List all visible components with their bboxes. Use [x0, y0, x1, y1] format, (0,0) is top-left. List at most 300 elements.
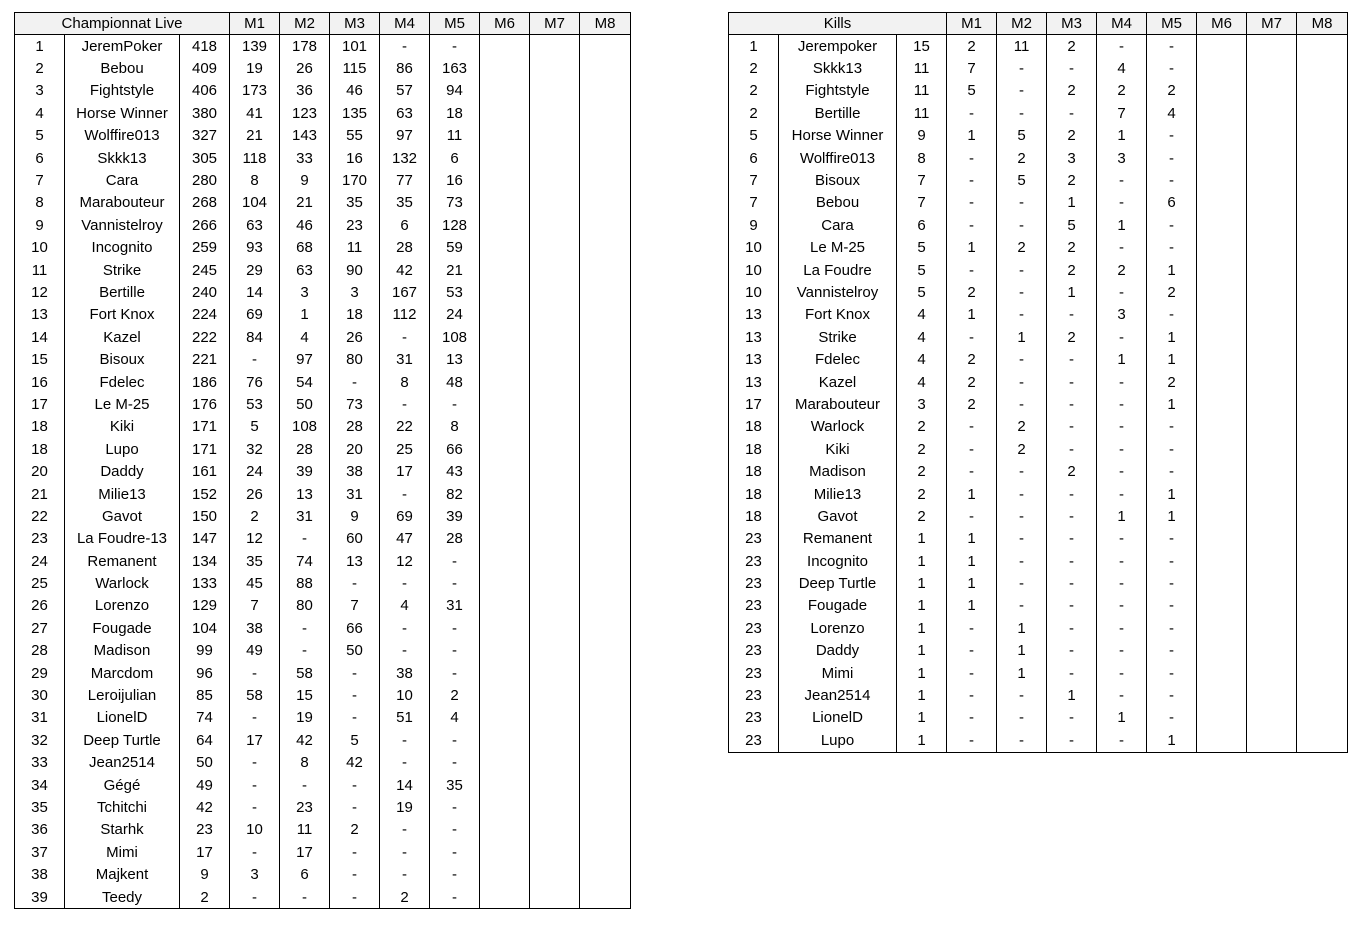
m2-cell: - [997, 259, 1047, 281]
m4-cell: 22 [380, 416, 430, 438]
m8-cell [580, 819, 631, 841]
match-header: M1 [230, 13, 280, 35]
total-cell: 1 [897, 729, 947, 752]
m5-cell: 18 [430, 102, 480, 124]
m3-cell: 170 [330, 169, 380, 191]
m8-cell [580, 371, 631, 393]
m5-cell: 4 [1147, 102, 1197, 124]
m8-cell [580, 752, 631, 774]
m6-cell [1197, 125, 1247, 147]
total-cell: 129 [180, 595, 230, 617]
m7-cell [1247, 393, 1297, 415]
table-row [15, 35, 631, 58]
m5-cell: 53 [430, 281, 480, 303]
m8-cell [580, 640, 631, 662]
m8-cell [580, 863, 631, 885]
m7-cell [1247, 371, 1297, 393]
m8-cell [580, 774, 631, 796]
player-name-cell: Fort Knox [65, 304, 180, 326]
m4-cell: 12 [380, 550, 430, 572]
m1-cell: 5 [947, 80, 997, 102]
m3-cell: - [1047, 729, 1097, 752]
player-name-cell: Fdelec [65, 371, 180, 393]
m7-cell [1247, 125, 1297, 147]
m2-cell: 39 [280, 460, 330, 482]
m4-cell: 167 [380, 281, 430, 303]
total-cell: 11 [897, 102, 947, 124]
m5-cell: - [430, 550, 480, 572]
m5-cell: 1 [1147, 348, 1197, 370]
m5-cell: - [430, 393, 480, 415]
m5-cell: - [430, 863, 480, 885]
table-row [729, 483, 1348, 505]
m8-cell [580, 80, 631, 102]
kills-title: Kills [729, 13, 947, 35]
m3-cell: 23 [330, 214, 380, 236]
m6-cell [480, 259, 530, 281]
m4-cell: 4 [380, 595, 430, 617]
m7-cell [1247, 595, 1297, 617]
total-cell: 74 [180, 707, 230, 729]
m6-cell [480, 684, 530, 706]
m5-cell: - [1147, 460, 1197, 482]
m7-cell [530, 505, 580, 527]
m8-cell [1297, 640, 1348, 662]
m4-cell: 14 [380, 774, 430, 796]
player-name-cell: La Foudre-13 [65, 528, 180, 550]
m1-cell: - [947, 326, 997, 348]
m7-cell [1247, 483, 1297, 505]
m3-cell: 2 [1047, 35, 1097, 58]
rank-cell: 18 [729, 483, 779, 505]
m8-cell [1297, 438, 1348, 460]
rank-cell: 20 [15, 460, 65, 482]
m4-cell: 35 [380, 192, 430, 214]
player-name-cell: Incognito [779, 550, 897, 572]
m1-cell: 53 [230, 393, 280, 415]
player-name-cell: Marabouteur [65, 192, 180, 214]
m4-cell: 1 [1097, 505, 1147, 527]
m3-cell: 11 [330, 237, 380, 259]
table-row [729, 460, 1348, 482]
rank-cell: 13 [729, 304, 779, 326]
total-cell: 305 [180, 147, 230, 169]
m2-cell: - [997, 214, 1047, 236]
m7-cell [1247, 57, 1297, 79]
m3-cell: - [1047, 617, 1097, 639]
m3-cell: - [1047, 595, 1097, 617]
m2-cell: 31 [280, 505, 330, 527]
total-cell: 7 [897, 192, 947, 214]
player-name-cell: Mimi [779, 662, 897, 684]
m2-cell: 123 [280, 102, 330, 124]
m2-cell: - [997, 460, 1047, 482]
m6-cell [480, 796, 530, 818]
m8-cell [580, 684, 631, 706]
m2-cell: 33 [280, 147, 330, 169]
m3-cell: 46 [330, 80, 380, 102]
m1-cell: 58 [230, 684, 280, 706]
m2-cell: 2 [997, 147, 1047, 169]
m8-cell [580, 281, 631, 303]
m7-cell [1247, 281, 1297, 303]
total-cell: 171 [180, 438, 230, 460]
player-name-cell: Le M-25 [779, 237, 897, 259]
total-cell: 49 [180, 774, 230, 796]
m1-cell: 1 [947, 595, 997, 617]
m5-cell: - [1147, 416, 1197, 438]
m2-cell: 54 [280, 371, 330, 393]
rank-cell: 32 [15, 729, 65, 751]
player-name-cell: Warlock [779, 416, 897, 438]
table-row [15, 572, 631, 594]
m7-cell [1247, 348, 1297, 370]
m8-cell [580, 550, 631, 572]
m7-cell [1247, 35, 1297, 58]
m7-cell [1247, 214, 1297, 236]
m6-cell [1197, 416, 1247, 438]
table-row [729, 214, 1348, 236]
m6-cell [1197, 147, 1247, 169]
championnat-title: Championnat Live [15, 13, 230, 35]
m5-cell: - [1147, 662, 1197, 684]
m3-cell: 55 [330, 125, 380, 147]
m8-cell [1297, 102, 1348, 124]
total-cell: 11 [897, 80, 947, 102]
table-row [729, 505, 1348, 527]
total-cell: 409 [180, 57, 230, 79]
m6-cell [1197, 595, 1247, 617]
match-header: M2 [280, 13, 330, 35]
m8-cell [1297, 707, 1348, 729]
table-row [729, 707, 1348, 729]
m4-cell: 3 [1097, 147, 1147, 169]
player-name-cell: Remanent [65, 550, 180, 572]
m4-cell: 63 [380, 102, 430, 124]
m7-cell [530, 169, 580, 191]
rank-cell: 4 [15, 102, 65, 124]
m6-cell [1197, 304, 1247, 326]
m8-cell [1297, 35, 1348, 58]
m6-cell [480, 393, 530, 415]
m4-cell: - [1097, 169, 1147, 191]
kills-table [728, 12, 1348, 753]
m6-cell [480, 281, 530, 303]
m2-cell: 178 [280, 35, 330, 58]
total-cell: 150 [180, 505, 230, 527]
m6-cell [480, 528, 530, 550]
m6-cell [1197, 460, 1247, 482]
m8-cell [1297, 326, 1348, 348]
m3-cell: - [1047, 572, 1097, 594]
m5-cell: - [430, 819, 480, 841]
m4-cell: 7 [1097, 102, 1147, 124]
m5-cell: - [430, 617, 480, 639]
m3-cell: 2 [1047, 237, 1097, 259]
m4-cell: - [1097, 640, 1147, 662]
m7-cell [1247, 438, 1297, 460]
table-row [15, 326, 631, 348]
table-row [729, 371, 1348, 393]
m6-cell [480, 438, 530, 460]
m8-cell [1297, 304, 1348, 326]
table-row [15, 774, 631, 796]
total-cell: 221 [180, 348, 230, 370]
m2-cell: 1 [997, 662, 1047, 684]
m7-cell [1247, 304, 1297, 326]
m2-cell: 23 [280, 796, 330, 818]
table-row [15, 550, 631, 572]
m7-cell [1247, 460, 1297, 482]
player-name-cell: LionelD [65, 707, 180, 729]
total-cell: 7 [897, 169, 947, 191]
rank-cell: 12 [15, 281, 65, 303]
m3-cell: - [1047, 505, 1097, 527]
m6-cell [1197, 348, 1247, 370]
m7-cell [530, 237, 580, 259]
m3-cell: 50 [330, 640, 380, 662]
m6-cell [480, 707, 530, 729]
rank-cell: 23 [729, 595, 779, 617]
table-row [15, 617, 631, 639]
m3-cell: - [1047, 416, 1097, 438]
m6-cell [1197, 393, 1247, 415]
m1-cell: - [230, 796, 280, 818]
m7-cell [1247, 572, 1297, 594]
match-header: M1 [947, 13, 997, 35]
m3-cell: 5 [1047, 214, 1097, 236]
m8-cell [1297, 684, 1348, 706]
m3-cell: - [1047, 528, 1097, 550]
player-name-cell: Bertille [65, 281, 180, 303]
m5-cell: - [1147, 572, 1197, 594]
m2-cell: - [997, 281, 1047, 303]
m2-cell: 97 [280, 348, 330, 370]
player-name-cell: Daddy [779, 640, 897, 662]
m7-cell [1247, 147, 1297, 169]
m4-cell: 47 [380, 528, 430, 550]
m5-cell: 2 [1147, 371, 1197, 393]
m4-cell: - [1097, 528, 1147, 550]
player-name-cell: LionelD [779, 707, 897, 729]
total-cell: 1 [897, 684, 947, 706]
m4-cell: - [1097, 192, 1147, 214]
m2-cell: 2 [997, 237, 1047, 259]
m8-cell [1297, 505, 1348, 527]
table-row [15, 169, 631, 191]
rank-cell: 38 [15, 863, 65, 885]
m6-cell [480, 214, 530, 236]
total-cell: 64 [180, 729, 230, 751]
player-name-cell: Gégé [65, 774, 180, 796]
m8-cell [580, 416, 631, 438]
m5-cell: - [1147, 438, 1197, 460]
total-cell: 8 [897, 147, 947, 169]
m6-cell [1197, 35, 1247, 58]
m2-cell: 50 [280, 393, 330, 415]
table-row [729, 595, 1348, 617]
m7-cell [1247, 416, 1297, 438]
m7-cell [530, 707, 580, 729]
m3-cell: - [1047, 662, 1097, 684]
table-row [15, 393, 631, 415]
kills-body [729, 35, 1348, 753]
match-header: M8 [1297, 13, 1348, 35]
player-name-cell: Jean2514 [65, 752, 180, 774]
m3-cell: - [1047, 550, 1097, 572]
m4-cell: - [1097, 416, 1147, 438]
m8-cell [580, 662, 631, 684]
m3-cell: 9 [330, 505, 380, 527]
match-header: M2 [997, 13, 1047, 35]
m7-cell [530, 617, 580, 639]
m4-cell: 51 [380, 707, 430, 729]
m4-cell: - [1097, 483, 1147, 505]
m2-cell: 42 [280, 729, 330, 751]
total-cell: 259 [180, 237, 230, 259]
m7-cell [530, 281, 580, 303]
m1-cell: - [947, 707, 997, 729]
m2-cell: - [997, 729, 1047, 752]
rank-cell: 21 [15, 483, 65, 505]
m5-cell: - [430, 886, 480, 909]
m4-cell: 57 [380, 80, 430, 102]
m6-cell [1197, 684, 1247, 706]
m5-cell: - [430, 640, 480, 662]
m2-cell: - [997, 393, 1047, 415]
table-row [15, 304, 631, 326]
m7-cell [530, 729, 580, 751]
total-cell: 2 [897, 460, 947, 482]
table-row [729, 80, 1348, 102]
player-name-cell: Jerempoker [779, 35, 897, 58]
m8-cell [580, 707, 631, 729]
rank-cell: 9 [15, 214, 65, 236]
m2-cell: 1 [997, 326, 1047, 348]
total-cell: 23 [180, 819, 230, 841]
m1-cell: 63 [230, 214, 280, 236]
player-name-cell: Madison [65, 640, 180, 662]
table-row [15, 371, 631, 393]
rank-cell: 7 [729, 192, 779, 214]
table-row [15, 438, 631, 460]
m1-cell: - [947, 192, 997, 214]
m8-cell [580, 483, 631, 505]
m6-cell [480, 505, 530, 527]
m8-cell [580, 304, 631, 326]
m2-cell: 3 [280, 281, 330, 303]
m5-cell: - [1147, 125, 1197, 147]
m3-cell: 60 [330, 528, 380, 550]
m2-cell: - [997, 57, 1047, 79]
m1-cell: - [230, 662, 280, 684]
m5-cell: 2 [430, 684, 480, 706]
m5-cell: 24 [430, 304, 480, 326]
m2-cell: 108 [280, 416, 330, 438]
player-name-cell: Fort Knox [779, 304, 897, 326]
m1-cell: 12 [230, 528, 280, 550]
total-cell: 3 [897, 393, 947, 415]
m5-cell: - [1147, 147, 1197, 169]
m2-cell: 80 [280, 595, 330, 617]
m8-cell [1297, 617, 1348, 639]
m3-cell: 73 [330, 393, 380, 415]
rank-cell: 18 [15, 438, 65, 460]
m8-cell [580, 438, 631, 460]
m6-cell [480, 886, 530, 909]
m1-cell: - [230, 348, 280, 370]
table-row [15, 125, 631, 147]
m4-cell: - [380, 393, 430, 415]
m4-cell: - [1097, 617, 1147, 639]
rank-cell: 18 [729, 416, 779, 438]
m3-cell: - [330, 886, 380, 909]
player-name-cell: Cara [65, 169, 180, 191]
table-row [729, 147, 1348, 169]
m3-cell: 80 [330, 348, 380, 370]
total-cell: 9 [897, 125, 947, 147]
total-cell: 2 [897, 438, 947, 460]
m8-cell [1297, 348, 1348, 370]
rank-cell: 6 [729, 147, 779, 169]
total-cell: 134 [180, 550, 230, 572]
m1-cell: - [947, 102, 997, 124]
rank-cell: 36 [15, 819, 65, 841]
m6-cell [480, 863, 530, 885]
m8-cell [1297, 259, 1348, 281]
m8-cell [580, 595, 631, 617]
m6-cell [480, 80, 530, 102]
match-header: M6 [480, 13, 530, 35]
m6-cell [1197, 169, 1247, 191]
m2-cell: - [280, 774, 330, 796]
rank-cell: 13 [729, 348, 779, 370]
rank-cell: 35 [15, 796, 65, 818]
m3-cell: 13 [330, 550, 380, 572]
m6-cell [480, 483, 530, 505]
match-header: M8 [580, 13, 631, 35]
m2-cell: 46 [280, 214, 330, 236]
m1-cell: - [947, 617, 997, 639]
rank-cell: 10 [15, 237, 65, 259]
m7-cell [530, 80, 580, 102]
m7-cell [530, 192, 580, 214]
m3-cell: 16 [330, 147, 380, 169]
m4-cell: 25 [380, 438, 430, 460]
m5-cell: 21 [430, 259, 480, 281]
m7-cell [530, 147, 580, 169]
m4-cell: - [1097, 326, 1147, 348]
m7-cell [530, 460, 580, 482]
m5-cell: 35 [430, 774, 480, 796]
m2-cell: 21 [280, 192, 330, 214]
m4-cell: 19 [380, 796, 430, 818]
table-row [729, 528, 1348, 550]
m2-cell: - [997, 371, 1047, 393]
rank-cell: 25 [15, 572, 65, 594]
table-row [15, 80, 631, 102]
rank-cell: 3 [15, 80, 65, 102]
m1-cell: 1 [947, 125, 997, 147]
total-cell: 99 [180, 640, 230, 662]
m1-cell: - [947, 662, 997, 684]
m7-cell [1247, 169, 1297, 191]
rank-cell: 18 [729, 505, 779, 527]
rank-cell: 1 [729, 35, 779, 58]
m2-cell: - [280, 640, 330, 662]
m2-cell: 68 [280, 237, 330, 259]
m4-cell: - [1097, 237, 1147, 259]
